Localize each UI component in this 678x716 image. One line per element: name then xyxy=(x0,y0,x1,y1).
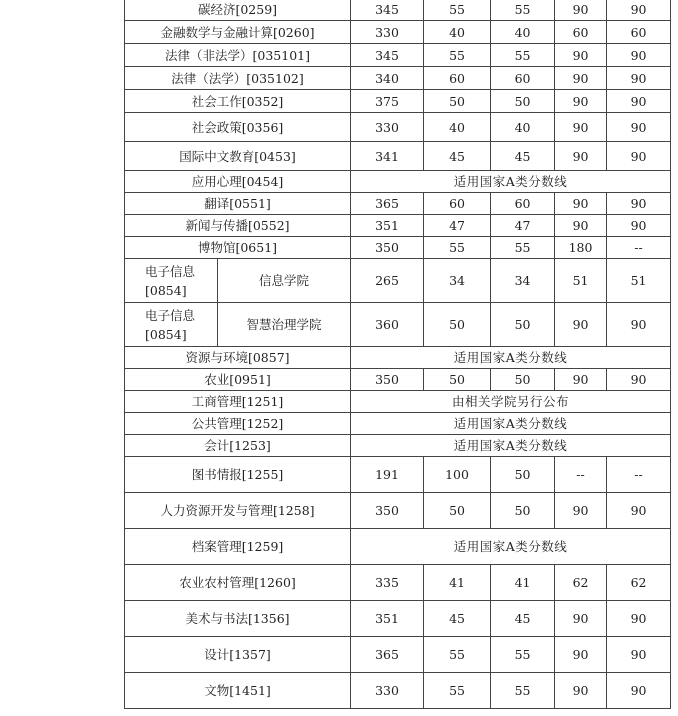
subject1-score-cell: 90 xyxy=(555,113,607,142)
foreign-language-score-cell: 55 xyxy=(491,637,555,673)
politics-score-cell: 55 xyxy=(424,637,491,673)
program-name-cell: 翻译[0551] xyxy=(125,193,351,215)
politics-score-cell: 50 xyxy=(424,493,491,529)
table-row xyxy=(125,435,671,457)
subject2-score-cell: 90 xyxy=(607,67,671,90)
subject2-score-cell: 90 xyxy=(607,142,671,171)
subject1-score-cell: 180 xyxy=(555,237,607,259)
total-score-cell: 330 xyxy=(351,21,424,44)
politics-score-cell: 60 xyxy=(424,193,491,215)
politics-score-cell: 50 xyxy=(424,90,491,113)
foreign-language-score-cell: 50 xyxy=(491,457,555,493)
politics-score-cell: 100 xyxy=(424,457,491,493)
subject1-score-cell: 51 xyxy=(555,259,607,303)
subject2-score-cell: 90 xyxy=(607,673,671,709)
subject2-score-cell: 60 xyxy=(607,21,671,44)
program-name-cell: 会计[1253] xyxy=(125,435,351,457)
subject2-score-cell: -- xyxy=(607,237,671,259)
score-note-cell: 适用国家A类分数线 xyxy=(351,347,671,369)
total-score-cell: 340 xyxy=(351,67,424,90)
subject1-score-cell: 90 xyxy=(555,369,607,391)
program-name-cell: 人力资源开发与管理[1258] xyxy=(125,493,351,529)
program-name-cell: 文物[1451] xyxy=(125,673,351,709)
subject1-score-cell: 90 xyxy=(555,493,607,529)
score-note-cell: 适用国家A类分数线 xyxy=(351,529,671,565)
foreign-language-score-cell: 55 xyxy=(491,44,555,67)
program-name-cell: 农业农村管理[1260] xyxy=(125,565,351,601)
total-score-cell: 365 xyxy=(351,193,424,215)
table-row xyxy=(125,259,671,303)
total-score-cell: 365 xyxy=(351,637,424,673)
politics-score-cell: 55 xyxy=(424,0,491,21)
total-score-cell: 191 xyxy=(351,457,424,493)
foreign-language-score-cell: 40 xyxy=(491,113,555,142)
program-name-cell: 电子信息[0854] xyxy=(125,259,218,303)
foreign-language-score-cell: 60 xyxy=(491,193,555,215)
total-score-cell: 341 xyxy=(351,142,424,171)
table-row xyxy=(125,67,671,90)
total-score-cell: 345 xyxy=(351,0,424,21)
subject1-score-cell: 90 xyxy=(555,142,607,171)
table-row xyxy=(125,601,671,637)
total-score-cell: 375 xyxy=(351,90,424,113)
politics-score-cell: 45 xyxy=(424,601,491,637)
foreign-language-score-cell: 55 xyxy=(491,0,555,21)
politics-score-cell: 34 xyxy=(424,259,491,303)
table-row xyxy=(125,0,671,21)
program-name-cell: 金融数学与金融计算[0260] xyxy=(125,21,351,44)
subject2-score-cell: 90 xyxy=(607,601,671,637)
table-row xyxy=(125,457,671,493)
politics-score-cell: 55 xyxy=(424,673,491,709)
politics-score-cell: 45 xyxy=(424,142,491,171)
score-note-cell: 适用国家A类分数线 xyxy=(351,171,671,193)
total-score-cell: 335 xyxy=(351,565,424,601)
table-row xyxy=(125,44,671,67)
program-name-cell: 社会工作[0352] xyxy=(125,90,351,113)
subject1-score-cell: 90 xyxy=(555,215,607,237)
table-row xyxy=(125,193,671,215)
foreign-language-score-cell: 50 xyxy=(491,493,555,529)
foreign-language-score-cell: 50 xyxy=(491,369,555,391)
program-name-cell: 碳经济[0259] xyxy=(125,0,351,21)
politics-score-cell: 40 xyxy=(424,113,491,142)
politics-score-cell: 47 xyxy=(424,215,491,237)
table-row xyxy=(125,493,671,529)
table-row xyxy=(125,565,671,601)
program-name-cell: 法律（法学）[035102] xyxy=(125,67,351,90)
table-row xyxy=(125,673,671,709)
table-row xyxy=(125,637,671,673)
table-row xyxy=(125,113,671,142)
college-cell: 智慧治理学院 xyxy=(218,303,351,347)
subject1-score-cell: 90 xyxy=(555,601,607,637)
subject2-score-cell: 90 xyxy=(607,0,671,21)
subject2-score-cell: 90 xyxy=(607,303,671,347)
politics-score-cell: 55 xyxy=(424,44,491,67)
table-row xyxy=(125,21,671,44)
score-note-cell: 由相关学院另行公布 xyxy=(351,391,671,413)
total-score-cell: 351 xyxy=(351,215,424,237)
table-row xyxy=(125,237,671,259)
politics-score-cell: 60 xyxy=(424,67,491,90)
total-score-cell: 350 xyxy=(351,237,424,259)
politics-score-cell: 50 xyxy=(424,303,491,347)
program-name-cell: 应用心理[0454] xyxy=(125,171,351,193)
subject1-score-cell: 60 xyxy=(555,21,607,44)
subject1-score-cell: 62 xyxy=(555,565,607,601)
subject1-score-cell: 90 xyxy=(555,90,607,113)
subject1-score-cell: 90 xyxy=(555,673,607,709)
table-row xyxy=(125,171,671,193)
politics-score-cell: 50 xyxy=(424,369,491,391)
program-name-cell: 新闻与传播[0552] xyxy=(125,215,351,237)
total-score-cell: 360 xyxy=(351,303,424,347)
total-score-cell: 265 xyxy=(351,259,424,303)
subject1-score-cell: 90 xyxy=(555,303,607,347)
subject2-score-cell: 51 xyxy=(607,259,671,303)
subject2-score-cell: 90 xyxy=(607,493,671,529)
subject2-score-cell: 62 xyxy=(607,565,671,601)
score-table xyxy=(124,0,671,709)
total-score-cell: 345 xyxy=(351,44,424,67)
college-cell: 信息学院 xyxy=(218,259,351,303)
foreign-language-score-cell: 34 xyxy=(491,259,555,303)
subject1-score-cell: 90 xyxy=(555,44,607,67)
program-name-cell: 国际中文教育[0453] xyxy=(125,142,351,171)
foreign-language-score-cell: 60 xyxy=(491,67,555,90)
foreign-language-score-cell: 50 xyxy=(491,90,555,113)
subject1-score-cell: 90 xyxy=(555,67,607,90)
program-name-cell: 资源与环境[0857] xyxy=(125,347,351,369)
total-score-cell: 330 xyxy=(351,673,424,709)
subject2-score-cell: -- xyxy=(607,457,671,493)
program-name-cell: 档案管理[1259] xyxy=(125,529,351,565)
table-row xyxy=(125,529,671,565)
program-name-cell: 社会政策[0356] xyxy=(125,113,351,142)
score-note-cell: 适用国家A类分数线 xyxy=(351,413,671,435)
subject2-score-cell: 90 xyxy=(607,44,671,67)
foreign-language-score-cell: 45 xyxy=(491,601,555,637)
table-row xyxy=(125,303,671,347)
table-row xyxy=(125,90,671,113)
total-score-cell: 351 xyxy=(351,601,424,637)
subject1-score-cell: 90 xyxy=(555,0,607,21)
foreign-language-score-cell: 55 xyxy=(491,237,555,259)
politics-score-cell: 41 xyxy=(424,565,491,601)
foreign-language-score-cell: 45 xyxy=(491,142,555,171)
score-table-body xyxy=(125,0,671,709)
foreign-language-score-cell: 55 xyxy=(491,673,555,709)
foreign-language-score-cell: 47 xyxy=(491,215,555,237)
program-name-cell: 农业[0951] xyxy=(125,369,351,391)
subject2-score-cell: 90 xyxy=(607,369,671,391)
subject1-score-cell: 90 xyxy=(555,637,607,673)
program-name-cell: 公共管理[1252] xyxy=(125,413,351,435)
program-name-cell: 电子信息[0854] xyxy=(125,303,218,347)
total-score-cell: 330 xyxy=(351,113,424,142)
total-score-cell: 350 xyxy=(351,493,424,529)
total-score-cell: 350 xyxy=(351,369,424,391)
subject2-score-cell: 90 xyxy=(607,215,671,237)
program-name-cell: 工商管理[1251] xyxy=(125,391,351,413)
foreign-language-score-cell: 41 xyxy=(491,565,555,601)
program-name-cell: 图书情报[1255] xyxy=(125,457,351,493)
foreign-language-score-cell: 50 xyxy=(491,303,555,347)
subject1-score-cell: -- xyxy=(555,457,607,493)
program-name-cell: 法律（非法学）[035101] xyxy=(125,44,351,67)
program-name-cell: 设计[1357] xyxy=(125,637,351,673)
table-row xyxy=(125,215,671,237)
table-row xyxy=(125,369,671,391)
politics-score-cell: 55 xyxy=(424,237,491,259)
foreign-language-score-cell: 40 xyxy=(491,21,555,44)
subject2-score-cell: 90 xyxy=(607,637,671,673)
politics-score-cell: 40 xyxy=(424,21,491,44)
subject1-score-cell: 90 xyxy=(555,193,607,215)
table-row xyxy=(125,413,671,435)
subject2-score-cell: 90 xyxy=(607,90,671,113)
program-name-cell: 美术与书法[1356] xyxy=(125,601,351,637)
subject2-score-cell: 90 xyxy=(607,193,671,215)
subject2-score-cell: 90 xyxy=(607,113,671,142)
table-row xyxy=(125,391,671,413)
table-row xyxy=(125,347,671,369)
program-name-cell: 博物馆[0651] xyxy=(125,237,351,259)
score-note-cell: 适用国家A类分数线 xyxy=(351,435,671,457)
table-row xyxy=(125,142,671,171)
